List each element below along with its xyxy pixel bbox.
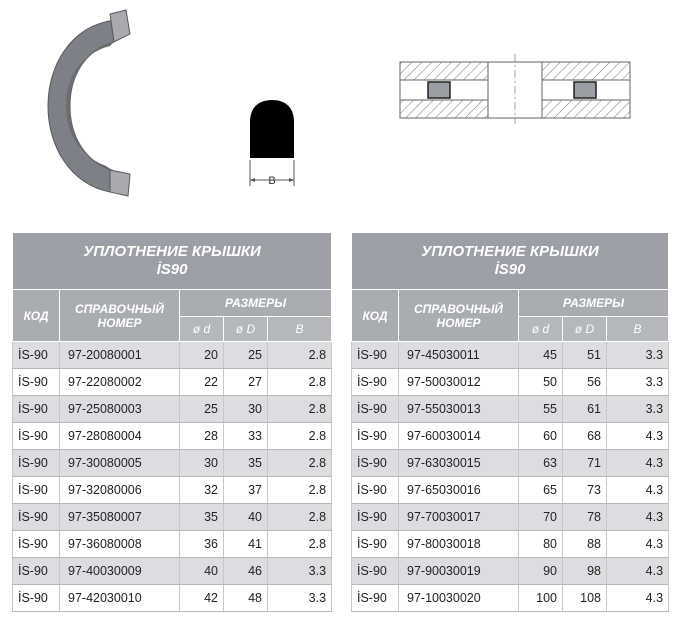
seal-ring-illustration [30, 6, 170, 206]
table-row [13, 369, 332, 396]
cell-width: 3.3 [607, 396, 669, 423]
header-ref: СПРАВОЧНЫЙ НОМЕР [60, 290, 180, 342]
cell-outer-diameter: 68 [563, 423, 607, 450]
cell-outer-diameter: 27 [224, 369, 268, 396]
cell-inner-diameter: 90 [519, 558, 563, 585]
cell-ref: 97-36080008 [60, 531, 180, 558]
header-code: КОД [13, 290, 60, 342]
cell-ref: 97-30080005 [60, 450, 180, 477]
cross-section-drawing [392, 52, 638, 126]
table-row [352, 450, 669, 477]
cell-outer-diameter: 41 [224, 531, 268, 558]
cell-code: İS-90 [13, 342, 60, 369]
cell-inner-diameter: 20 [180, 342, 224, 369]
cell-code: İS-90 [13, 504, 60, 531]
cell-outer-diameter: 40 [224, 504, 268, 531]
cell-ref: 97-32080006 [60, 477, 180, 504]
cell-inner-diameter: 22 [180, 369, 224, 396]
cell-outer-diameter: 61 [563, 396, 607, 423]
cell-outer-diameter: 35 [224, 450, 268, 477]
cell-width: 4.3 [607, 558, 669, 585]
cell-ref: 97-50030012 [399, 369, 519, 396]
cell-width: 4.3 [607, 504, 669, 531]
cell-inner-diameter: 70 [519, 504, 563, 531]
table-row [352, 342, 669, 369]
cell-inner-diameter: 35 [180, 504, 224, 531]
header-inner-diameter: ø d [180, 317, 224, 342]
cell-ref: 97-65030016 [399, 477, 519, 504]
cell-outer-diameter: 48 [224, 585, 268, 612]
header-sizes: РАЗМЕРЫ [519, 290, 669, 317]
cell-code: İS-90 [13, 477, 60, 504]
cell-ref: 97-45030011 [399, 342, 519, 369]
cell-ref: 97-55030013 [399, 396, 519, 423]
table-row [352, 504, 669, 531]
cell-code: İS-90 [352, 531, 399, 558]
header-width: B [268, 317, 332, 342]
cell-ref: 97-70030017 [399, 504, 519, 531]
cell-code: İS-90 [352, 450, 399, 477]
cell-outer-diameter: 108 [563, 585, 607, 612]
cell-inner-diameter: 30 [180, 450, 224, 477]
cell-ref: 97-35080007 [60, 504, 180, 531]
table-title: УПЛОТНЕНИЕ КРЫШКИ İS90 [13, 233, 332, 290]
cell-inner-diameter: 55 [519, 396, 563, 423]
header-outer-diameter: ø D [563, 317, 607, 342]
cell-outer-diameter: 30 [224, 396, 268, 423]
cell-code: İS-90 [352, 585, 399, 612]
table-row [13, 558, 332, 585]
cell-code: İS-90 [352, 423, 399, 450]
cell-inner-diameter: 65 [519, 477, 563, 504]
seal-spec-table-1 [12, 232, 332, 612]
table-row [13, 423, 332, 450]
cell-code: İS-90 [352, 504, 399, 531]
cell-inner-diameter: 36 [180, 531, 224, 558]
seal-profile-illustration [240, 96, 306, 192]
cell-width: 3.3 [607, 369, 669, 396]
table-row [13, 477, 332, 504]
cell-code: İS-90 [13, 369, 60, 396]
cell-ref: 97-20080001 [60, 342, 180, 369]
cell-code: İS-90 [13, 423, 60, 450]
header-ref: СПРАВОЧНЫЙ НОМЕР [399, 290, 519, 342]
header-outer-diameter: ø D [224, 317, 268, 342]
cell-outer-diameter: 33 [224, 423, 268, 450]
cell-inner-diameter: 45 [519, 342, 563, 369]
cell-inner-diameter: 32 [180, 477, 224, 504]
cell-inner-diameter: 63 [519, 450, 563, 477]
cell-inner-diameter: 42 [180, 585, 224, 612]
cell-outer-diameter: 98 [563, 558, 607, 585]
cell-width: 2.8 [268, 342, 332, 369]
cell-inner-diameter: 100 [519, 585, 563, 612]
cell-ref: 97-90030019 [399, 558, 519, 585]
cell-inner-diameter: 28 [180, 423, 224, 450]
table-row [352, 585, 669, 612]
profile-dimension-label: B [268, 175, 276, 187]
header-sizes: РАЗМЕРЫ [180, 290, 332, 317]
table-row [13, 504, 332, 531]
cell-code: İS-90 [13, 396, 60, 423]
cell-ref: 97-63030015 [399, 450, 519, 477]
cell-outer-diameter: 78 [563, 504, 607, 531]
header-code: КОД [352, 290, 399, 342]
cell-width: 2.8 [268, 369, 332, 396]
cell-width: 2.8 [268, 504, 332, 531]
cell-ref: 97-42030010 [60, 585, 180, 612]
cell-code: İS-90 [13, 585, 60, 612]
header-width: B [607, 317, 669, 342]
cell-width: 4.3 [607, 450, 669, 477]
cell-width: 4.3 [607, 585, 669, 612]
cell-inner-diameter: 80 [519, 531, 563, 558]
table-row [13, 585, 332, 612]
cell-outer-diameter: 37 [224, 477, 268, 504]
cell-ref: 97-28080004 [60, 423, 180, 450]
cell-ref: 97-22080002 [60, 369, 180, 396]
cell-code: İS-90 [352, 369, 399, 396]
table-title: УПЛОТНЕНИЕ КРЫШКИ İS90 [352, 233, 669, 290]
cell-ref: 97-60030014 [399, 423, 519, 450]
cell-code: İS-90 [352, 477, 399, 504]
table-row [352, 477, 669, 504]
table-row [13, 450, 332, 477]
cell-code: İS-90 [13, 531, 60, 558]
cell-width: 2.8 [268, 531, 332, 558]
cell-inner-diameter: 50 [519, 369, 563, 396]
cell-width: 4.3 [607, 531, 669, 558]
table-row [13, 531, 332, 558]
cell-code: İS-90 [352, 396, 399, 423]
cell-code: İS-90 [13, 450, 60, 477]
cell-ref: 97-80030018 [399, 531, 519, 558]
cell-inner-diameter: 60 [519, 423, 563, 450]
table-row [352, 396, 669, 423]
cell-outer-diameter: 88 [563, 531, 607, 558]
table-row [352, 531, 669, 558]
cell-width: 4.3 [607, 423, 669, 450]
cell-width: 2.8 [268, 396, 332, 423]
table-row [13, 396, 332, 423]
cell-outer-diameter: 71 [563, 450, 607, 477]
cell-width: 2.8 [268, 450, 332, 477]
cell-code: İS-90 [352, 342, 399, 369]
table-row [352, 423, 669, 450]
cell-inner-diameter: 40 [180, 558, 224, 585]
cell-width: 3.3 [268, 585, 332, 612]
cell-ref: 97-25080003 [60, 396, 180, 423]
cell-outer-diameter: 46 [224, 558, 268, 585]
cell-width: 2.8 [268, 477, 332, 504]
cell-code: İS-90 [13, 558, 60, 585]
table-row [13, 342, 332, 369]
cell-outer-diameter: 51 [563, 342, 607, 369]
table-row [352, 558, 669, 585]
cell-width: 3.3 [607, 342, 669, 369]
header-inner-diameter: ø d [519, 317, 563, 342]
cell-width: 3.3 [268, 558, 332, 585]
cell-outer-diameter: 73 [563, 477, 607, 504]
cell-ref: 97-40030009 [60, 558, 180, 585]
seal-spec-table-2 [351, 232, 669, 612]
table-row [352, 369, 669, 396]
cell-inner-diameter: 25 [180, 396, 224, 423]
cell-outer-diameter: 25 [224, 342, 268, 369]
cell-width: 4.3 [607, 477, 669, 504]
cell-width: 2.8 [268, 423, 332, 450]
cell-outer-diameter: 56 [563, 369, 607, 396]
cell-code: İS-90 [352, 558, 399, 585]
cell-ref: 97-10030020 [399, 585, 519, 612]
